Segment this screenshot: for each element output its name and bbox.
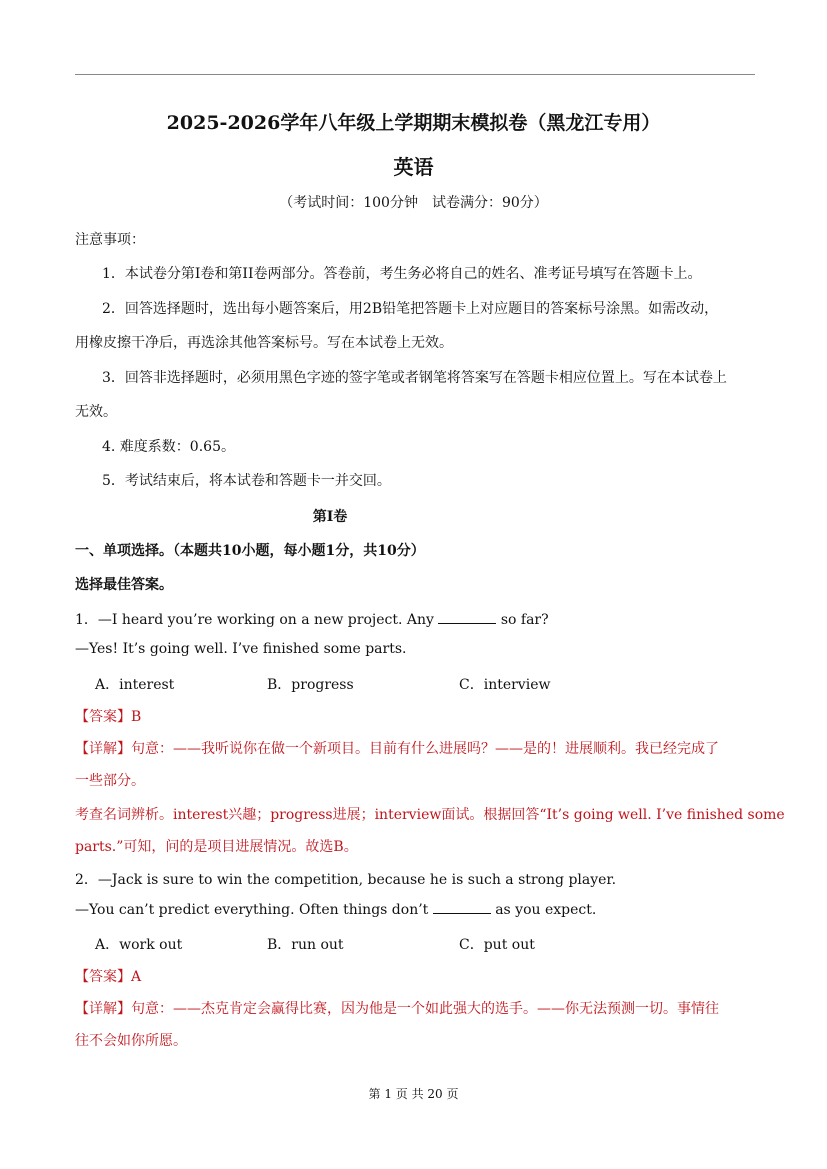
q2-stem-line-2 <box>75 901 596 918</box>
q1-detail-line-2: 一些部分。 <box>75 773 145 789</box>
q2-option-b: B．run out <box>267 937 344 953</box>
q2-answer: 【答案】A <box>75 969 142 985</box>
q1-blank <box>438 611 496 624</box>
note-item-1: 1．本试卷分第I卷和第II卷两部分。答卷前，考生务必将自己的姓名、准考证号填写在答题卡上。 <box>102 266 702 282</box>
exam-info: （考试时间：100分钟 试卷满分：90分） <box>279 195 548 211</box>
q1-stem-before-blank: 1．—I heard you’re working on a new project. Any <box>75 612 434 628</box>
section-heading: 一、单项选择。（本题共10小题，每小题1分，共10分） <box>75 543 425 559</box>
page-number: 第 1 页 共 20 页 <box>368 1087 459 1101</box>
q1-option-b: B．progress <box>267 677 354 693</box>
note-item-5: 5．考试结束后，将本试卷和答题卡一并交回。 <box>102 473 391 489</box>
q1-detail-line-4: parts.”可知，问的是项目进展情况。故选B。 <box>75 839 358 855</box>
q2-stem-before-blank: —You can’t predict everything. Often things don’t <box>75 902 429 918</box>
note-item-2-line-1: 2．回答选择题时，选出每小题答案后，用2B铅笔把答题卡上对应题目的答案标号涂黑。如需改动， <box>102 301 719 317</box>
note-item-3-line-1: 3．回答非选择题时，必须用黑色字迹的签字笔或者钢笔将答案写在答题卡相应位置上。写在本试卷上 <box>102 370 727 386</box>
section-instruction: 选择最佳答案。 <box>75 577 173 593</box>
subject-title: 英语 <box>393 155 434 179</box>
q2-blank <box>433 901 491 914</box>
note-item-4: 4. 难度系数：0.65。 <box>102 439 235 455</box>
note-item-2-line-2: 用橡皮擦干净后，再选涂其他答案标号。写在本试卷上无效。 <box>75 335 453 351</box>
header-rule <box>75 74 755 75</box>
q1-stem-line-1 <box>75 609 549 629</box>
q2-detail-line-2: 往不会如你所愿。 <box>75 1033 187 1049</box>
q2-stem-after-blank: as you expect. <box>495 902 597 918</box>
q2-detail-line-1: 【详解】句意：——杰克肯定会赢得比赛，因为他是一个如此强大的选手。——你无法预测一切。事情往 <box>75 1001 719 1017</box>
document-title: 2025-2026学年八年级上学期期末模拟卷（黑龙江专用） <box>166 112 661 134</box>
notes-heading: 注意事项： <box>75 232 145 248</box>
q1-stem-after-blank: so far? <box>500 612 549 628</box>
q1-option-a: A．interest <box>95 677 175 693</box>
q1-option-c: C．interview <box>459 677 551 693</box>
q2-option-a: A．work out <box>95 937 183 953</box>
part-title: 第I卷 <box>312 509 348 525</box>
q1-answer: 【答案】B <box>75 709 142 725</box>
q2-option-c: C．put out <box>459 937 535 953</box>
q1-detail-line-3: 考查名词辨析。interest兴趣；progress进展；interview面试。根据回答“It’s going well. I’ve finished some <box>75 807 785 823</box>
q1-detail-line-1: 【详解】句意：——我听说你在做一个新项目。目前有什么进展吗？——是的！进展顺利。我已经完成了 <box>75 741 719 757</box>
q1-stem-line-2: —Yes! It’s going well. I’ve finished some parts. <box>75 641 407 657</box>
note-item-3-line-2: 无效。 <box>75 404 117 420</box>
q2-stem-line-1: 2．—Jack is sure to win the competition, because he is such a strong player. <box>75 872 617 888</box>
